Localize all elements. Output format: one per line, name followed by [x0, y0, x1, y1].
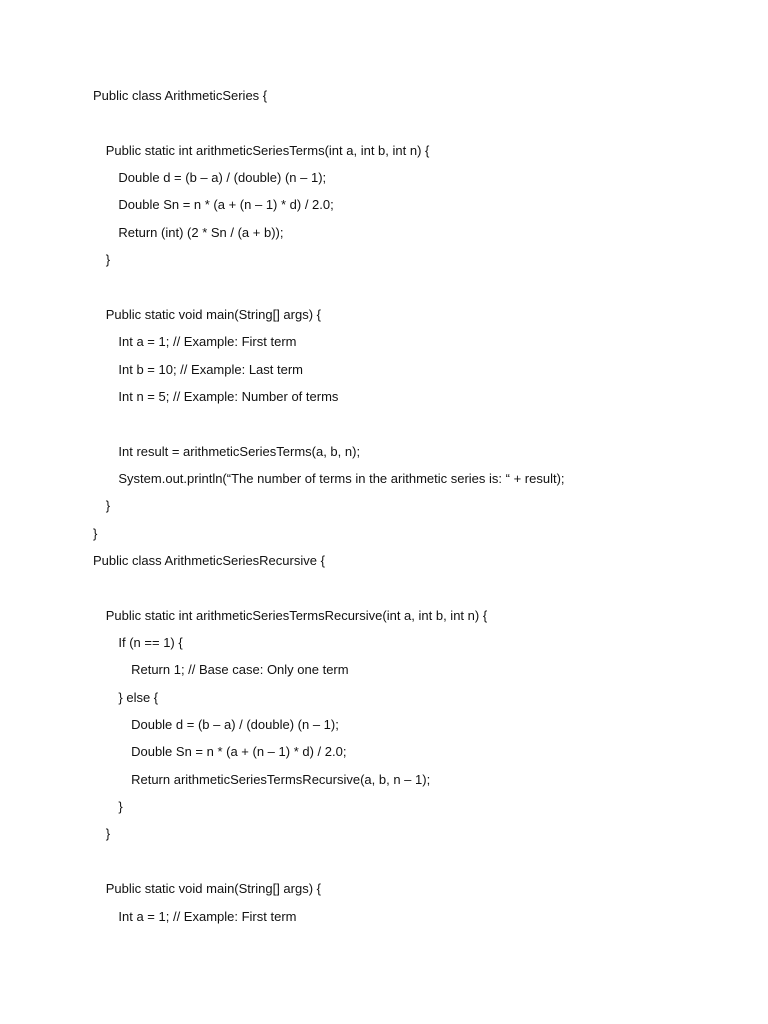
- code-line: Public static int arithmeticSeriesTerms(int a, int b, int n) {: [105, 142, 430, 158]
- code-line: Double d = (b – a) / (double) (n – 1);: [118, 170, 327, 186]
- code-line: If (n == 1) {: [118, 635, 183, 650]
- code-line: Double Sn = n * (a + (n – 1) * d) / 2.0;: [118, 197, 334, 213]
- code-line: }: [118, 799, 123, 815]
- code-line: Public class ArithmeticSeriesRecursive {: [93, 552, 325, 568]
- code-line: } else {: [118, 689, 159, 705]
- code-line: Int b = 10; // Example: Last term: [118, 361, 304, 377]
- code-line: Int a = 1; // Example: First term: [118, 908, 297, 924]
- code-line: }: [105, 826, 111, 842]
- code-line: Return arithmeticSeriesTermsRecursive(a, b, n – 1);: [131, 771, 431, 787]
- code-line: Public class ArithmeticSeries {: [93, 88, 268, 103]
- code-line: Double Sn = n * (a + (n – 1) * d) / 2.0;: [131, 744, 347, 760]
- code-line: }: [105, 498, 111, 514]
- code-line: Int a = 1; // Example: First term: [118, 334, 297, 350]
- code-line: Double d = (b – a) / (double) (n – 1);: [131, 717, 339, 733]
- code-line: Return (int) (2 * Sn / (a + b));: [118, 224, 284, 240]
- code-line: Return 1; // Base case: Only one term: [131, 662, 349, 678]
- code-line: Int result = arithmeticSeriesTerms(a, b, n);: [118, 443, 361, 459]
- code-line: Public static void main(String[] args) {: [105, 306, 321, 322]
- code-line: }: [105, 252, 111, 268]
- code-line: Public static void main(String[] args) {: [105, 881, 321, 897]
- code-line: System.out.println(“The number of terms in the arithmetic series is: “ + result);: [118, 470, 565, 486]
- code-line: }: [93, 525, 98, 541]
- code-line: Public static int arithmeticSeriesTermsRecursive(int a, int b, int n) {: [105, 607, 488, 623]
- code-line: Int n = 5; // Example: Number of terms: [118, 388, 339, 404]
